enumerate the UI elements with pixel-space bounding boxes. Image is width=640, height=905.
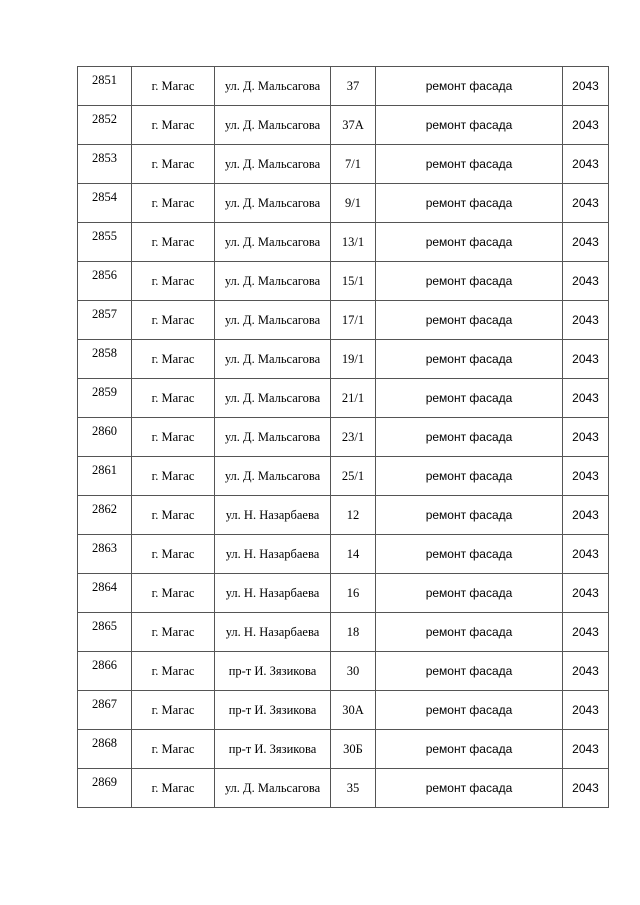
row-number-cell: 2858 [78, 340, 132, 379]
year-cell: 2043 [563, 223, 609, 262]
work-type-cell: ремонт фасада [376, 496, 563, 535]
table-row [78, 496, 609, 535]
city-cell: г. Магас [132, 106, 215, 145]
repair-registry-table [77, 66, 609, 808]
row-number-cell: 2854 [78, 184, 132, 223]
work-type-cell: ремонт фасада [376, 67, 563, 106]
street-cell: ул. Д. Мальсагова [215, 145, 331, 184]
work-type-cell: ремонт фасада [376, 730, 563, 769]
house-number-cell: 25/1 [331, 457, 376, 496]
table-row [78, 691, 609, 730]
house-number-cell: 9/1 [331, 184, 376, 223]
row-number-cell: 2852 [78, 106, 132, 145]
table-row [78, 262, 609, 301]
city-cell: г. Магас [132, 301, 215, 340]
city-cell: г. Магас [132, 574, 215, 613]
street-cell: ул. Д. Мальсагова [215, 67, 331, 106]
house-number-cell: 18 [331, 613, 376, 652]
city-cell: г. Магас [132, 535, 215, 574]
work-type-cell: ремонт фасада [376, 769, 563, 808]
table-row [78, 106, 609, 145]
table-row [78, 418, 609, 457]
house-number-cell: 23/1 [331, 418, 376, 457]
city-cell: г. Магас [132, 613, 215, 652]
city-cell: г. Магас [132, 652, 215, 691]
table-row [78, 457, 609, 496]
house-number-cell: 35 [331, 769, 376, 808]
year-cell: 2043 [563, 379, 609, 418]
year-cell: 2043 [563, 769, 609, 808]
city-cell: г. Магас [132, 730, 215, 769]
street-cell: пр-т И. Зязикова [215, 730, 331, 769]
work-type-cell: ремонт фасада [376, 613, 563, 652]
table-row [78, 652, 609, 691]
city-cell: г. Магас [132, 184, 215, 223]
table-row [78, 379, 609, 418]
work-type-cell: ремонт фасада [376, 106, 563, 145]
city-cell: г. Магас [132, 496, 215, 535]
table-row [78, 340, 609, 379]
work-type-cell: ремонт фасада [376, 379, 563, 418]
house-number-cell: 30 [331, 652, 376, 691]
city-cell: г. Магас [132, 769, 215, 808]
street-cell: ул. Д. Мальсагова [215, 262, 331, 301]
row-number-cell: 2861 [78, 457, 132, 496]
street-cell: ул. Н. Назарбаева [215, 574, 331, 613]
work-type-cell: ремонт фасада [376, 184, 563, 223]
house-number-cell: 30А [331, 691, 376, 730]
street-cell: пр-т И. Зязикова [215, 691, 331, 730]
street-cell: ул. Н. Назарбаева [215, 496, 331, 535]
row-number-cell: 2857 [78, 301, 132, 340]
city-cell: г. Магас [132, 379, 215, 418]
row-number-cell: 2856 [78, 262, 132, 301]
work-type-cell: ремонт фасада [376, 301, 563, 340]
work-type-cell: ремонт фасада [376, 418, 563, 457]
work-type-cell: ремонт фасада [376, 145, 563, 184]
year-cell: 2043 [563, 535, 609, 574]
row-number-cell: 2859 [78, 379, 132, 418]
street-cell: ул. Н. Назарбаева [215, 535, 331, 574]
row-number-cell: 2863 [78, 535, 132, 574]
year-cell: 2043 [563, 301, 609, 340]
table-row [78, 769, 609, 808]
house-number-cell: 21/1 [331, 379, 376, 418]
city-cell: г. Магас [132, 223, 215, 262]
street-cell: ул. Д. Мальсагова [215, 379, 331, 418]
work-type-cell: ремонт фасада [376, 535, 563, 574]
work-type-cell: ремонт фасада [376, 574, 563, 613]
work-type-cell: ремонт фасада [376, 340, 563, 379]
row-number-cell: 2864 [78, 574, 132, 613]
city-cell: г. Магас [132, 457, 215, 496]
row-number-cell: 2867 [78, 691, 132, 730]
house-number-cell: 16 [331, 574, 376, 613]
row-number-cell: 2855 [78, 223, 132, 262]
house-number-cell: 30Б [331, 730, 376, 769]
year-cell: 2043 [563, 691, 609, 730]
street-cell: ул. Д. Мальсагова [215, 769, 331, 808]
house-number-cell: 13/1 [331, 223, 376, 262]
table-row [78, 574, 609, 613]
year-cell: 2043 [563, 457, 609, 496]
street-cell: ул. Д. Мальсагова [215, 223, 331, 262]
row-number-cell: 2869 [78, 769, 132, 808]
year-cell: 2043 [563, 613, 609, 652]
row-number-cell: 2868 [78, 730, 132, 769]
table-row [78, 184, 609, 223]
street-cell: ул. Д. Мальсагова [215, 340, 331, 379]
street-cell: ул. Д. Мальсагова [215, 184, 331, 223]
row-number-cell: 2853 [78, 145, 132, 184]
year-cell: 2043 [563, 262, 609, 301]
row-number-cell: 2851 [78, 67, 132, 106]
year-cell: 2043 [563, 574, 609, 613]
work-type-cell: ремонт фасада [376, 457, 563, 496]
table-row [78, 301, 609, 340]
year-cell: 2043 [563, 106, 609, 145]
work-type-cell: ремонт фасада [376, 262, 563, 301]
table-row [78, 223, 609, 262]
city-cell: г. Магас [132, 67, 215, 106]
street-cell: ул. Н. Назарбаева [215, 613, 331, 652]
year-cell: 2043 [563, 340, 609, 379]
city-cell: г. Магас [132, 145, 215, 184]
city-cell: г. Магас [132, 691, 215, 730]
row-number-cell: 2865 [78, 613, 132, 652]
street-cell: ул. Д. Мальсагова [215, 106, 331, 145]
year-cell: 2043 [563, 418, 609, 457]
year-cell: 2043 [563, 652, 609, 691]
table-row [78, 730, 609, 769]
year-cell: 2043 [563, 67, 609, 106]
work-type-cell: ремонт фасада [376, 691, 563, 730]
table-row [78, 145, 609, 184]
registry-table-body [78, 67, 609, 808]
house-number-cell: 19/1 [331, 340, 376, 379]
work-type-cell: ремонт фасада [376, 652, 563, 691]
street-cell: пр-т И. Зязикова [215, 652, 331, 691]
city-cell: г. Магас [132, 418, 215, 457]
street-cell: ул. Д. Мальсагова [215, 301, 331, 340]
row-number-cell: 2860 [78, 418, 132, 457]
house-number-cell: 12 [331, 496, 376, 535]
street-cell: ул. Д. Мальсагова [215, 457, 331, 496]
year-cell: 2043 [563, 145, 609, 184]
table-row [78, 535, 609, 574]
year-cell: 2043 [563, 730, 609, 769]
row-number-cell: 2866 [78, 652, 132, 691]
house-number-cell: 14 [331, 535, 376, 574]
city-cell: г. Магас [132, 340, 215, 379]
house-number-cell: 37 [331, 67, 376, 106]
house-number-cell: 17/1 [331, 301, 376, 340]
year-cell: 2043 [563, 184, 609, 223]
house-number-cell: 15/1 [331, 262, 376, 301]
table-row [78, 613, 609, 652]
city-cell: г. Магас [132, 262, 215, 301]
row-number-cell: 2862 [78, 496, 132, 535]
street-cell: ул. Д. Мальсагова [215, 418, 331, 457]
house-number-cell: 37А [331, 106, 376, 145]
house-number-cell: 7/1 [331, 145, 376, 184]
table-row [78, 67, 609, 106]
work-type-cell: ремонт фасада [376, 223, 563, 262]
year-cell: 2043 [563, 496, 609, 535]
